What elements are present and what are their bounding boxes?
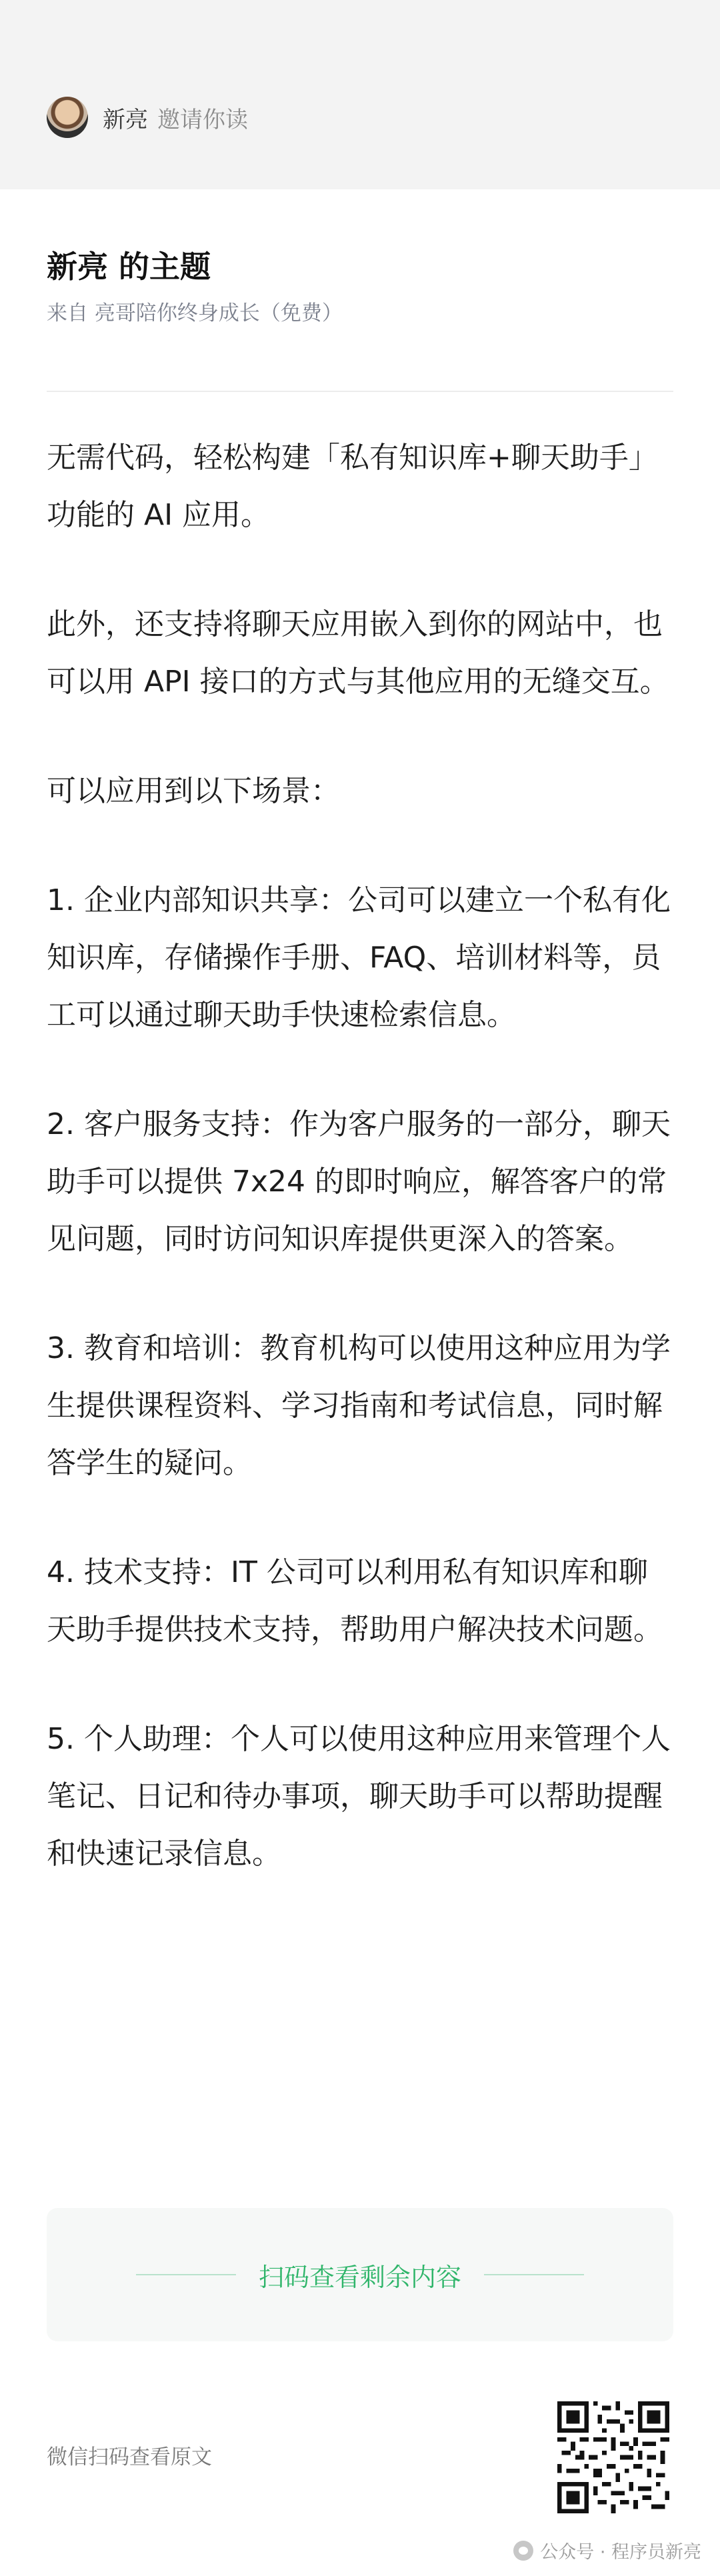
- list-item: 1. 企业内部知识共享：公司可以建立一个私有化知识库，存储操作手册、FAQ、培训材料等，员工可以通过聊天助手快速检索信息。: [47, 883, 671, 1032]
- article-body: [47, 391, 673, 1883]
- watermark-label: 公众号 · 程序员新亮: [540, 2542, 701, 2563]
- paragraph: 此外，还支持将聊天应用嵌入到你的网站中，也可以用 API 接口的方式与其他应用的无缝交互。: [47, 607, 669, 699]
- watermark: [513, 2537, 701, 2563]
- page-title: 新亮 的主题: [47, 249, 211, 285]
- divider: [136, 2274, 236, 2275]
- scan-more-button[interactable]: [47, 2208, 673, 2341]
- paragraph: 可以应用到以下场景：: [47, 774, 340, 808]
- list-item: 2. 客户服务支持：作为客户服务的一部分，聊天助手可以提供 7x24 的即时响应，解答客户的常见问题，同时访问知识库提供更深入的答案。: [47, 1107, 671, 1256]
- scan-more-label: 扫码查看剩余内容: [258, 2262, 461, 2292]
- wechat-icon: [513, 2541, 533, 2561]
- inviter-bar: [47, 93, 248, 141]
- inviter-name[interactable]: 新亮: [103, 106, 148, 133]
- article-source[interactable]: 来自 亮哥陪你终身成长（免费）: [47, 301, 343, 325]
- avatar[interactable]: [47, 97, 88, 138]
- paragraph: 无需代码，轻松构建「私有知识库+聊天助手」功能的 AI 应用。: [47, 441, 658, 532]
- list-item: 3. 教育和培训：教育机构可以使用这种应用为学生提供课程资料、学习指南和考试信息，同时解答学生的疑问。: [47, 1331, 671, 1480]
- qr-code-icon[interactable]: [557, 2401, 669, 2513]
- list-item: 4. 技术支持：IT 公司可以利用私有知识库和聊天助手提供技术支持，帮助用户解决技术问题。: [47, 1555, 663, 1647]
- footer-note: 微信扫码查看原文: [47, 2445, 212, 2469]
- divider: [484, 2274, 584, 2275]
- list-item: 5. 个人助理：个人可以使用这种应用来管理个人笔记、日记和待办事项，聊天助手可以帮助提醒和快速记录信息。: [47, 1722, 671, 1871]
- content-fade: [0, 2047, 720, 2180]
- inviter-action: 邀请你读: [157, 106, 248, 133]
